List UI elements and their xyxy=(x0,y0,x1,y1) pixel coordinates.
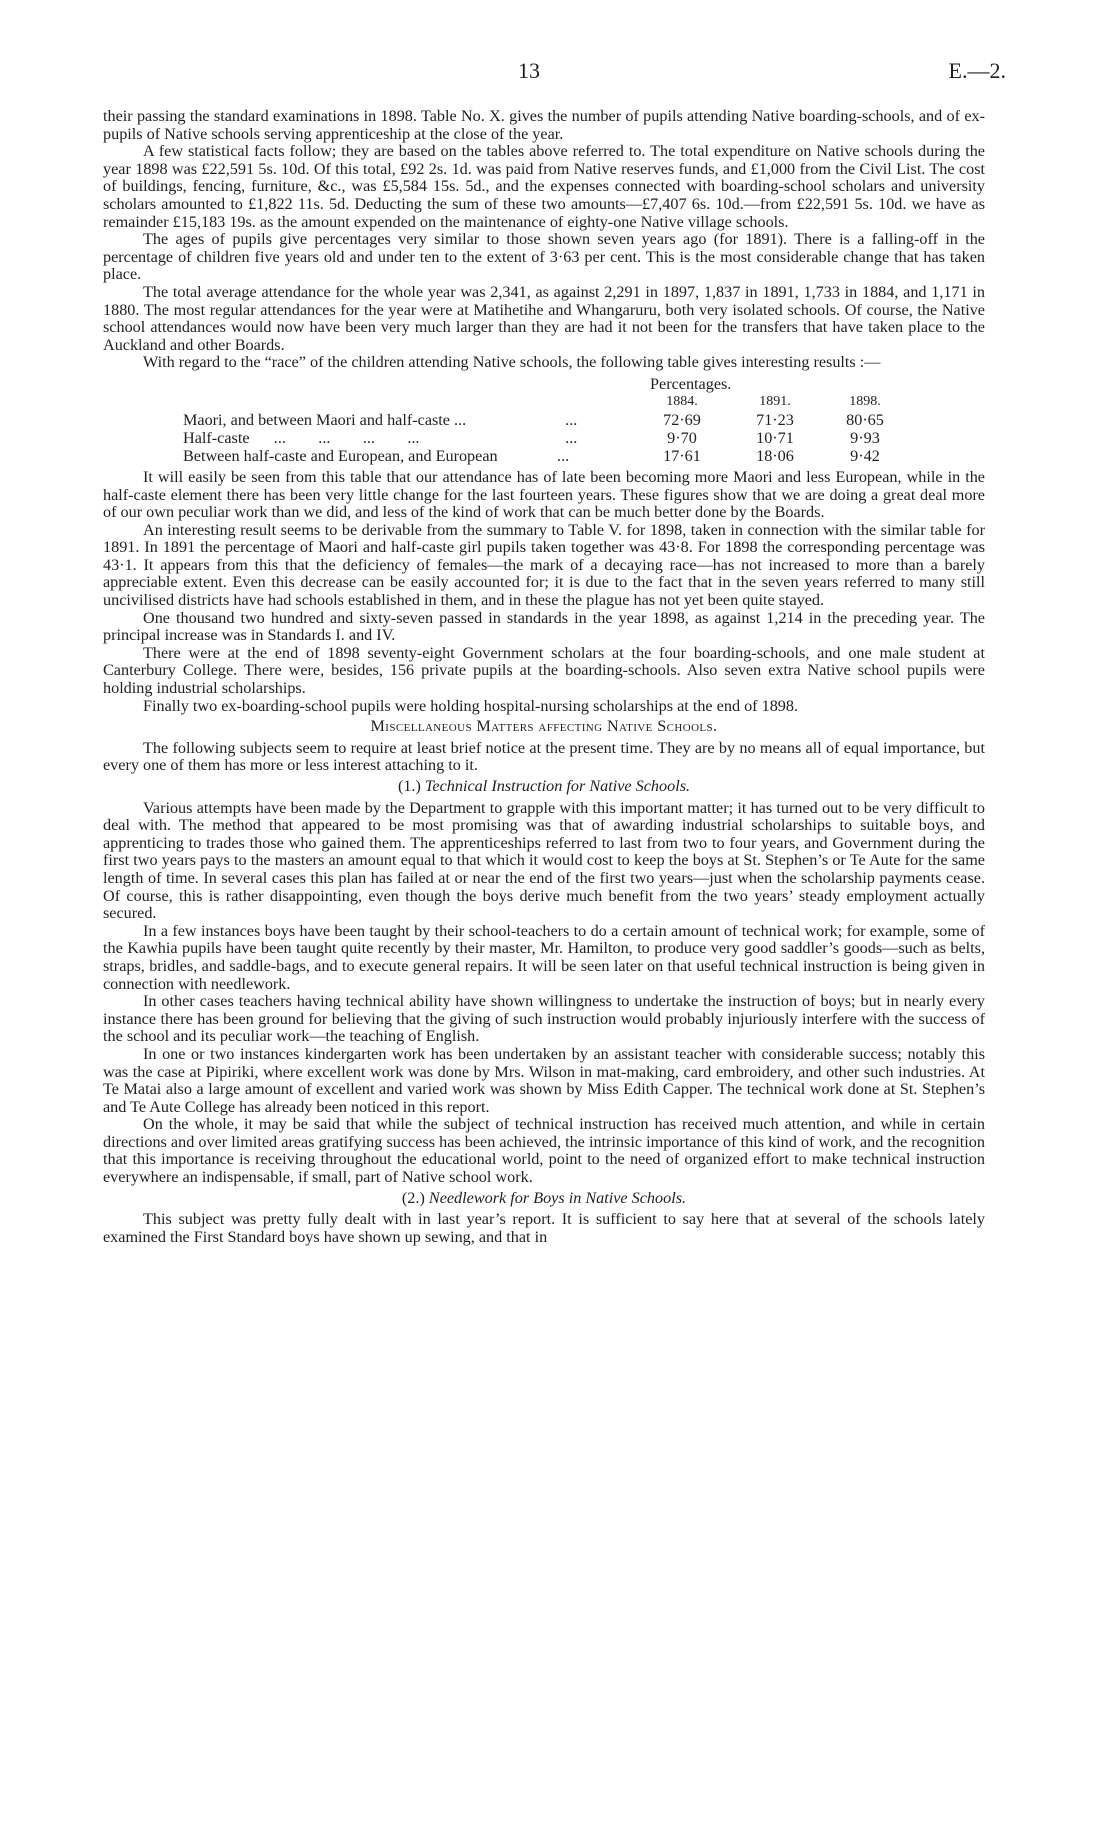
table-cell: 71·23 xyxy=(756,410,794,429)
subsection-heading xyxy=(103,778,985,796)
row-label: Maori, and between Maori and half-caste ... xyxy=(183,410,467,429)
paragraph: Finally two ex-boarding-school pupils were holding hospital-nursing scholarships at the end of 1898. xyxy=(143,696,799,715)
paragraph: On the whole, it may be said that while the subject of technical instruction has received much attention, and while in certain directions and over limited areas gratifying success has been achieved, the intrinsic importance of this kind of work, and the recognition that this importance is receiving throughout the educational world, point to the need of organized effort to make technical instruction everywhere an indispensable, if small, part of Native school work. xyxy=(103,1115,985,1187)
page-number: 13 xyxy=(518,58,540,83)
subsection-number: (1.) xyxy=(397,777,421,795)
section-heading: Miscellaneous Matters affecting Native Schools. xyxy=(370,717,718,736)
subsection-title: Needlework for Boys in Native Schools. xyxy=(428,1188,687,1207)
paragraph: There were at the end of 1898 seventy-eight Government scholars at the four boarding-schools, and one male student at Canterbury College. There were, besides, 156 private pupils at the boarding-schools. Also seven extra Native school pupils were holding industrial scholarships. xyxy=(103,643,985,698)
paragraph: In one or two instances kindergarten work has been undertaken by an assistant teacher with considerable success; notably this was the case at Pipiriki, where excellent work was done by Mrs. Wilson in mat-making, card embroidery, and other such industries. At Te Matai also a large amount of excellent and varied work was shown by Miss Edith Capper. The technical work done at St. Stephen’s and Te Aute College has already been noticed in this report. xyxy=(103,1044,985,1116)
paragraph: Various attempts have been made by the Department to grapple with this important matter; it has turned out to be very difficult to deal with. The method that appeared to be most promising was that of awarding industrial scholarships to suitable boys, and apprenticing to trades those who gained them. The apprenticeships referred to last from two to four years, and Government during the first two years pays to the masters an amount equal to that which it would cost to keep the boys at St. Stephen’s or Te Aute for the same length of time. In several cases this plan has failed at or near the end of the first two years—just when the scholarship payments cease. Of course, this is rather disappointing, even though the boys derive much benefit from the two years’ steady employment actually secured. xyxy=(103,798,985,923)
paragraph: The ages of pupils give percentages very similar to those shown seven years ago (for 1891). There is a falling-off in the percentage of children five years old and under ten to the extent of 3·63 per cent. This is the most considerable change that has taken place. xyxy=(103,230,985,284)
year-header: 1884. xyxy=(666,393,698,409)
paragraph: The total average attendance for the whole year was 2,341, as against 2,291 in 1897, 1,837 in 1891, 1,733 in 1884, and 1,171 in 1880. The most regular attendances for the year were at Matihetihe and Whangaruru, both very isolated schools. Of course, the Native school attendances would now have been very much larger than they are had it not been for the transfers that have taken place to the Auckland and other Boards. xyxy=(103,282,985,354)
paragraph: The following subjects seem to require at least brief notice at the present time. They are by no means all of equal importance, but every one of them has more or less interest attaching to it. xyxy=(103,738,985,775)
paragraph: In other cases teachers having technical ability have shown willingness to undertake the instruction of boys; but in nearly every instance there has been ground for believing that the giving of such instruction would probably injuriously interfere with the success of the school and its peculiar work—the teaching of English. xyxy=(103,992,985,1046)
table-cell: 17·61 xyxy=(663,446,701,465)
page-header xyxy=(0,58,1114,88)
table-row xyxy=(103,429,985,447)
document-code: E.—2. xyxy=(948,58,1006,83)
row-label: Half-caste ... ... ... ... xyxy=(183,428,420,447)
table-cell: 80·65 xyxy=(846,410,884,429)
table-cell: 10·71 xyxy=(756,428,794,447)
subsection-number: (2.) xyxy=(401,1188,425,1207)
paragraph: With regard to the “race” of the children attending Native schools, the following table gives interesting results :— xyxy=(143,353,881,372)
row-leader: ... xyxy=(553,410,578,429)
subsection-heading xyxy=(103,1190,985,1208)
paragraph: A few statistical facts follow; they are based on the tables above referred to. The total expenditure on Native schools during the year 1898 was £22,591 5s. 10d. Of this total, £92 2s. 1d. was paid from Native reserves funds, and £1,000 from the Civil List. The cost of buildings, fencing, furniture, &c., was £5,584 15s. 5d., and the expenses connected with boarding-school scholars and university scholars amounted to £1,822 11s. 5d. Deducting the sum of these two amounts—£7,407 6s. 10d.—from £22,591 5s. 10d. we have as remainder £15,183 19s. as the amount expended on the maintenance of eighty-one Native village schools. xyxy=(103,142,985,231)
subsection-title: Technical Instruction for Native Schools. xyxy=(424,777,691,795)
row-label: Between half-caste and European, and European xyxy=(183,446,498,465)
table-row xyxy=(103,447,985,465)
paragraph: One thousand two hundred and sixty-seven passed in standards in the year 1898, as against 1,214 in the preceding year. The principal increase was in Standards I. and IV. xyxy=(103,608,985,645)
table-row xyxy=(103,411,985,429)
body-text xyxy=(103,108,985,1246)
table-cell: 9·70 xyxy=(667,428,697,447)
table-title: Percentages. xyxy=(650,374,732,393)
year-header: 1898. xyxy=(849,393,881,409)
paragraph: It will easily be seen from this table that our attendance has of late been becoming more Maori and less European, while in the half-caste element there has been very little change for the last fourteen years. These figures show that we are doing a great deal more of our own peculiar work than we did, and less of the kind of work that can be much better done by the Boards. xyxy=(103,467,985,522)
paragraph: In a few instances boys have been taught by their school-teachers to do a certain amount of technical work; for example, some of the Kawhia pupils have been taught quite recently by their master, Mr. Hamilton, to produce very good saddler’s goods—such as belts, straps, bridles, and saddle-bags, and to execute general repairs. It will be seen later on that useful technical instruction is being given in connection with needlework. xyxy=(103,921,985,993)
row-leader: ... xyxy=(553,446,570,465)
table-cell: 9·42 xyxy=(850,446,880,465)
table-cell: 18·06 xyxy=(756,446,794,465)
row-leader: ... xyxy=(553,428,578,447)
paragraph: their passing the standard examinations in 1898. Table No. X. gives the number of pupils attending Native boarding-schools, and of ex-pupils of Native schools serving apprenticeship at the close of the year. xyxy=(103,107,985,143)
year-header: 1891. xyxy=(759,393,791,409)
paragraph: An interesting result seems to be derivable from the summary to Table V. for 1898, taken in connection with the similar table for 1891. In 1891 the percentage of Maori and half-caste girl pupils taken together was 43·8. For 1898 the corresponding percentage was 43·1. It appears from this that the deficiency of females—the mark of a decaying race—has not increased to more than a barely appreciable extent. Even this decrease can be easily accounted for; it is due to the fact that in the seven years referred to many still uncivilised districts have had schools established in them, and in these the plague has not yet been quite stayed. xyxy=(103,520,985,610)
race-percentages-table xyxy=(103,375,985,465)
paragraph: This subject was pretty fully dealt with in last year’s report. It is sufficient to say here that at several of the schools lately examined the First Standard boys have shown up sewing, and that in xyxy=(103,1210,985,1246)
table-cell: 9·93 xyxy=(850,428,880,447)
table-cell: 72·69 xyxy=(663,410,701,429)
table-header-row xyxy=(103,393,985,411)
